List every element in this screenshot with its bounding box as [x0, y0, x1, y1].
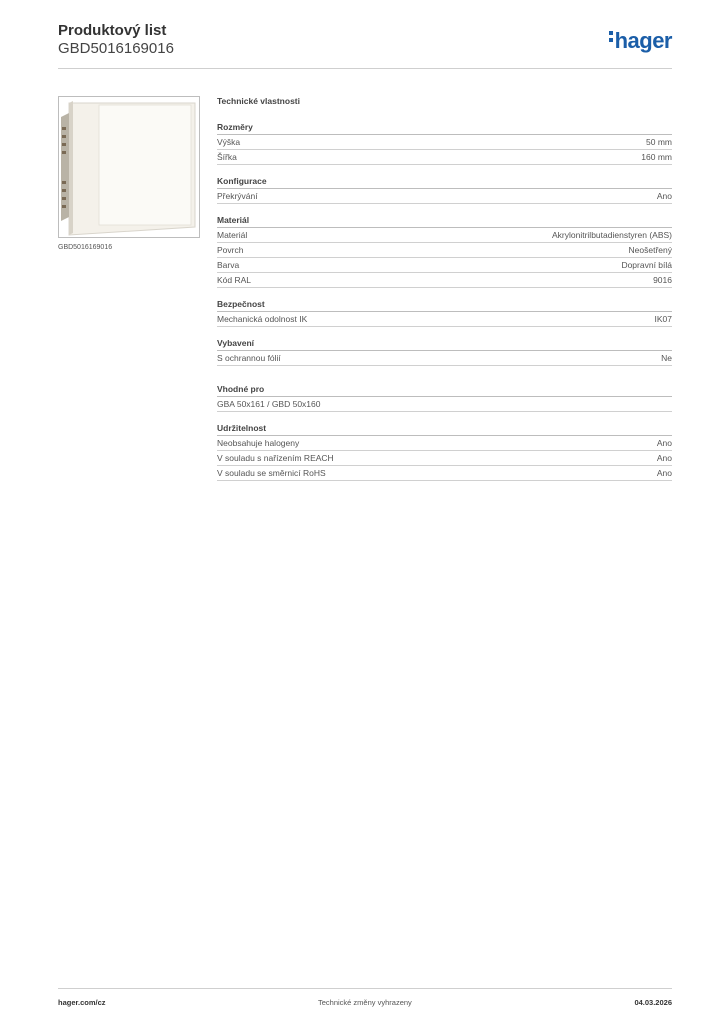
- spec-value: Dopravní bílá: [621, 260, 672, 270]
- spec-section-title: Konfigurace: [217, 174, 672, 189]
- spec-value: Ano: [656, 438, 672, 448]
- header-divider: [58, 68, 672, 69]
- spec-row: [217, 436, 672, 451]
- footer-date: 04.03.2026: [634, 998, 672, 1007]
- spec-row: [217, 451, 672, 466]
- spec-label: GBA 50x161 / GBD 50x160: [217, 399, 321, 409]
- spec-section: [217, 297, 672, 327]
- product-image: [58, 96, 200, 238]
- spec-section: [217, 382, 672, 412]
- technical-specs: [217, 96, 672, 490]
- spec-section-title: Rozměry: [217, 120, 672, 135]
- page-title: Produktový list: [58, 22, 167, 39]
- spec-row: [217, 273, 672, 288]
- spec-section: [217, 421, 672, 481]
- spec-section: [217, 174, 672, 204]
- spec-section-title: Bezpečnost: [217, 297, 672, 312]
- spec-label: S ochrannou fólií: [217, 353, 281, 363]
- product-code: GBD5016169016: [58, 40, 174, 57]
- spec-section: [217, 120, 672, 165]
- spec-section-title: Udržitelnost: [217, 421, 672, 436]
- spec-value: Ne: [661, 353, 672, 363]
- spec-label: Překrývání: [217, 191, 258, 201]
- spec-row: [217, 351, 672, 366]
- document-header: [58, 22, 174, 58]
- logo-text: hager: [614, 28, 672, 53]
- footer-notice: Technické změny vyhrazeny: [318, 998, 412, 1007]
- spec-row: [217, 258, 672, 273]
- spec-label: Kód RAL: [217, 275, 252, 285]
- spec-section-title: Vybavení: [217, 336, 672, 351]
- spec-value: 160 mm: [641, 152, 672, 162]
- spec-value: Ano: [656, 191, 672, 201]
- product-photo-icon: [59, 97, 200, 238]
- spec-row: [217, 150, 672, 165]
- spec-value: Neošetřený: [628, 245, 672, 255]
- footer-divider: [58, 988, 672, 989]
- spec-section-title: Materiál: [217, 213, 672, 228]
- spec-row: [217, 189, 672, 204]
- product-image-caption: GBD5016169016: [58, 244, 113, 251]
- spec-value: Ano: [656, 468, 672, 478]
- spec-row: [217, 228, 672, 243]
- logo-dots-icon: [609, 31, 613, 45]
- hager-logo: [609, 28, 672, 54]
- spec-section: [217, 336, 672, 366]
- spec-value: 50 mm: [646, 137, 672, 147]
- spec-row: [217, 135, 672, 150]
- spec-row: [217, 397, 672, 412]
- footer-website-link[interactable]: hager.com/cz: [58, 998, 106, 1007]
- spec-label: Šířka: [217, 152, 237, 162]
- spec-value: Ano: [656, 453, 672, 463]
- spec-label: V souladu se směrnicí RoHS: [217, 468, 326, 478]
- specs-title: Technické vlastnosti: [217, 96, 300, 106]
- spec-label: Povrch: [217, 245, 244, 255]
- spec-label: Mechanická odolnost IK: [217, 314, 308, 324]
- spec-label: Materiál: [217, 230, 248, 240]
- spec-section-title: Vhodné pro: [217, 382, 672, 397]
- spec-row: [217, 243, 672, 258]
- specs-sections: [217, 120, 672, 481]
- spec-value: IK07: [654, 314, 672, 324]
- spec-row: [217, 312, 672, 327]
- spec-value: 9016: [653, 275, 672, 285]
- spec-label: Neobsahuje halogeny: [217, 438, 300, 448]
- spec-row: [217, 466, 672, 481]
- spec-label: V souladu s nařízením REACH: [217, 453, 334, 463]
- spec-value: Akrylonitrilbutadienstyren (ABS): [552, 230, 672, 240]
- spec-section: [217, 213, 672, 288]
- spec-label: Výška: [217, 137, 241, 147]
- spec-label: Barva: [217, 260, 240, 270]
